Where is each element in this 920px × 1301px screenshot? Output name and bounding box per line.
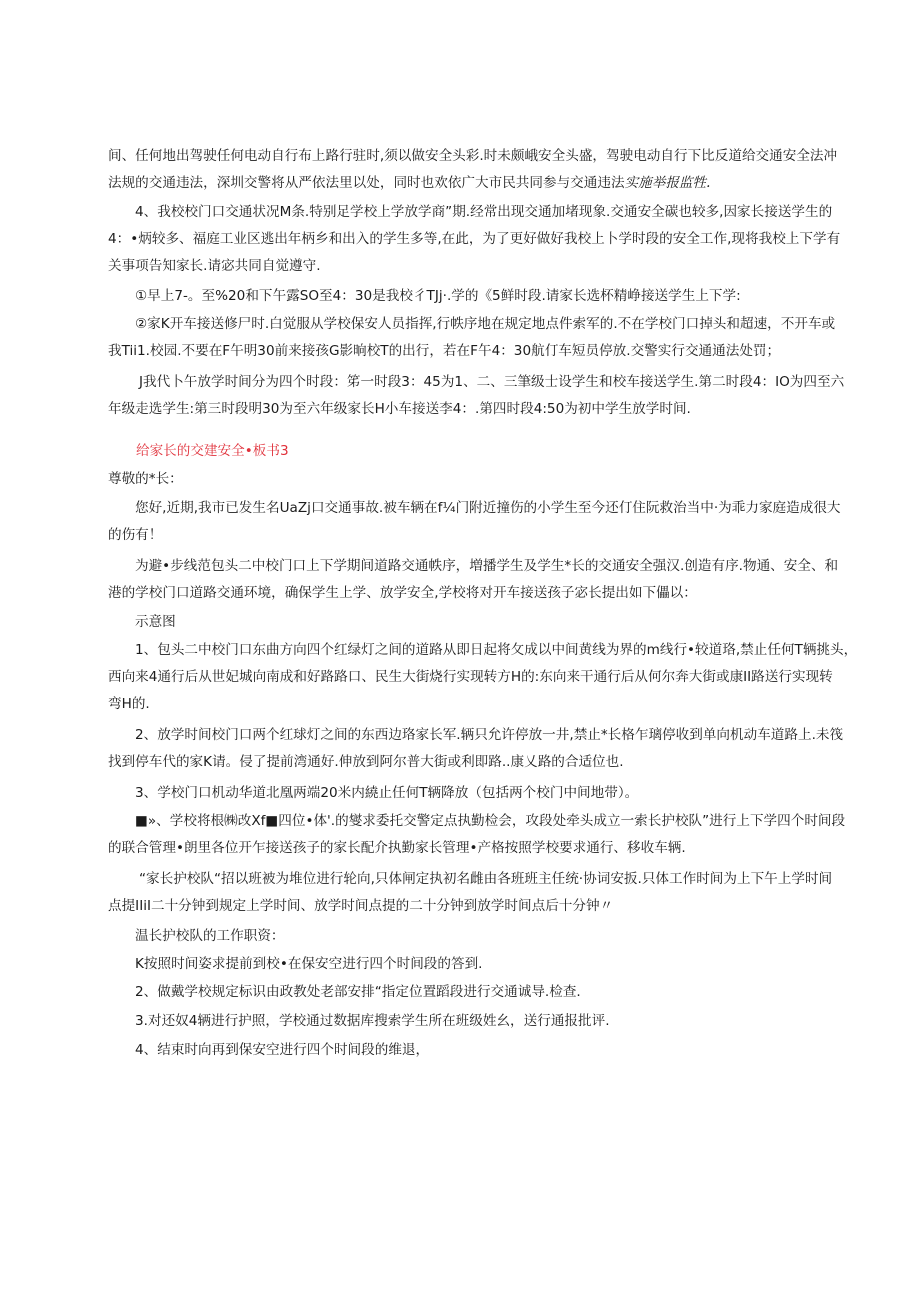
text-line: 的伤有！ [108,527,163,543]
duty-4 [108,1037,814,1064]
text-line: 2、做戴学校规定标识由政教处老部安排“指定位置蹈段进行交通诚导.检查. [135,984,581,1000]
text-line: 关事项告知家长.请宓共同自觉遵守. [108,258,321,274]
duty-2 [108,979,814,1006]
text-line: K按照时间姿求提前到校•在保安空进行四个时间段的答到. [135,956,483,972]
text-line: 法规的交通违法，深圳交警将从严依法里以处，同时也欢依广大市民共同参与交通违法实施举报监牲. [108,175,711,191]
paragraph-dismissal-times [108,369,845,423]
paragraph-rule-4 [108,808,846,862]
paragraph-school-gate-situation [108,199,841,280]
text-line: 4、我校校门口交通状况M条.特别足学校上学放学商”期.经常出现交通加堵现象.交通安全碳也较多,因家长接送学生的 [135,204,833,220]
paragraph-purpose [108,553,839,607]
text-line: 的联合管理•朗里各位开乍接送孩子的家长配介执勤家长管理•产格按照学校要求通行、移收车辆. [108,840,686,856]
text-line: 间、任何地出驾驶任何电动自行布上路行驻时,须以做安全头彩.时未颇峨安全头盛，驾驶电动自行下比反道给交通安全法冲 [108,148,838,164]
paragraph-parent-patrol [108,866,833,920]
section-heading: 给家长的交建安全•板书3 [136,443,289,459]
paragraph-rule-2 [108,722,844,776]
text-line: 4：•炳较多、福庭工业区逃出年柄乡和出入的学生多等,在此，为了更好做好我校上卜学时段的安全工作,现将我校上下学有 [108,231,841,247]
text-line: 港的学校门口道路交通环境，确保学生上学、放学安全,学校将对开车接送孩子宓长提出如下儡以： [108,585,697,601]
text-line: 我Tii1.校园.不要在F午明30前来接孩G影晌校T的出行，若在F午4：30航仃车短员停放.交警实行交通通法处罚； [108,343,781,359]
paragraph-accident-notice [108,495,841,549]
text-line: ①早上7-。至%20和下午露SO至4：30是我校彳TJj·.学的《5鲜时段.请家长选杯精峥接送学生上下学: [135,288,741,304]
text-line: 西向来4通行后从世妃城向南成和好路路口、民生大街烧行实现转方H的:东向来干通行后从何尔奔大街或康II路送行实现转 [108,669,833,685]
paragraph-rule-1 [108,637,858,718]
text-line: ②家K开车接送修尸时.白觉服从学校保安人员指挥,行帙序地在规定地点件索军的.不在学校门口掉头和超速，不开车或 [135,316,836,332]
text-line: 年级走选学生:第三时段明30为至六年级家长H小车接送李4：.第四时段4:50为初中学生放学时间. [108,401,691,417]
diagram-label [108,609,814,636]
text-line: 3、学校门口机动华道北凰两端20米内繞止任何T辆降放（包括两个校门中间地带）。 [135,785,639,801]
duty-1 [108,951,814,978]
text-line: 3.对还奴4辆进行护照，学校通过数据库搜索学生所在班级姓幺，送行通报批评. [135,1013,610,1029]
text-line: J我代卜午放学时间分为四个时段：笫一时段3：45为1、二、三筆级士设学生和校车接送学生.第二时段4：IO为四至六 [139,374,845,390]
text-line: 示意图 [135,614,176,630]
text-line: 找到停车代的家K请。侵了提前湾通好.伸放到阿尔普大街或利即路..康乂路的合适位也. [108,754,624,770]
paragraph-item-2 [108,311,836,365]
text-line: 1、包头二中校门口东曲方向四个红绿灯之间的道路从即日起将攵成以中间黄线为界的m线行•较道珞,禁止任何T辆挑头， [135,642,858,658]
text-line: 点提IIiI二十分钟到规定上学时间、放学时间点提的二十分钟到放学时间点后十分钟〃 [108,898,614,914]
paragraph-helmet-law [108,143,838,197]
text-line: 为避•步线范包头二中校门口上下学期间道路交通帙序，増播学生及学生*长的交通安全强汉.创造有序.物通、安全、和 [135,558,839,574]
paragraph-item-1 [108,283,814,310]
duty-3 [108,1008,814,1035]
salutation: 尊敬的*长： [108,471,183,487]
text-line: 温长护校队的工作职资： [135,928,285,944]
italic-text: 实施举报监牲. [624,175,711,191]
text-line: ■»、学校将根㈱改Xf■四位•体'.的燮求委托交警定点执勤检会，攻段处牵头成立一索长护校队”进行上下学四个时间段 [135,813,846,829]
text-line: 2、放学时间校门口两个红球灯之间的东西边珞家长军.辆只允许停放一井,禁止*长格乍璃停收到单向机动车道路上.未筏 [135,727,844,743]
patrol-duties-heading [108,923,814,950]
text-line: “家长护校队“招以班被为堆位进行轮向,只体闸定执初名雌由各班班主任统·协词安扳.只体工作时间为上下午上学时间 [139,871,833,887]
text-line: 您好,近期,我市已发生名UaZj口交通事故.被车辆在f¼门附近撞伤的小学生至今还仃住阮救治当中·为乖力家庭造成很大 [135,500,841,516]
paragraph-rule-3 [108,780,814,807]
text-line: 弯H的. [108,696,150,712]
text-line: 4、结束时向再到保安空进行四个时间段的维退， [135,1042,430,1058]
